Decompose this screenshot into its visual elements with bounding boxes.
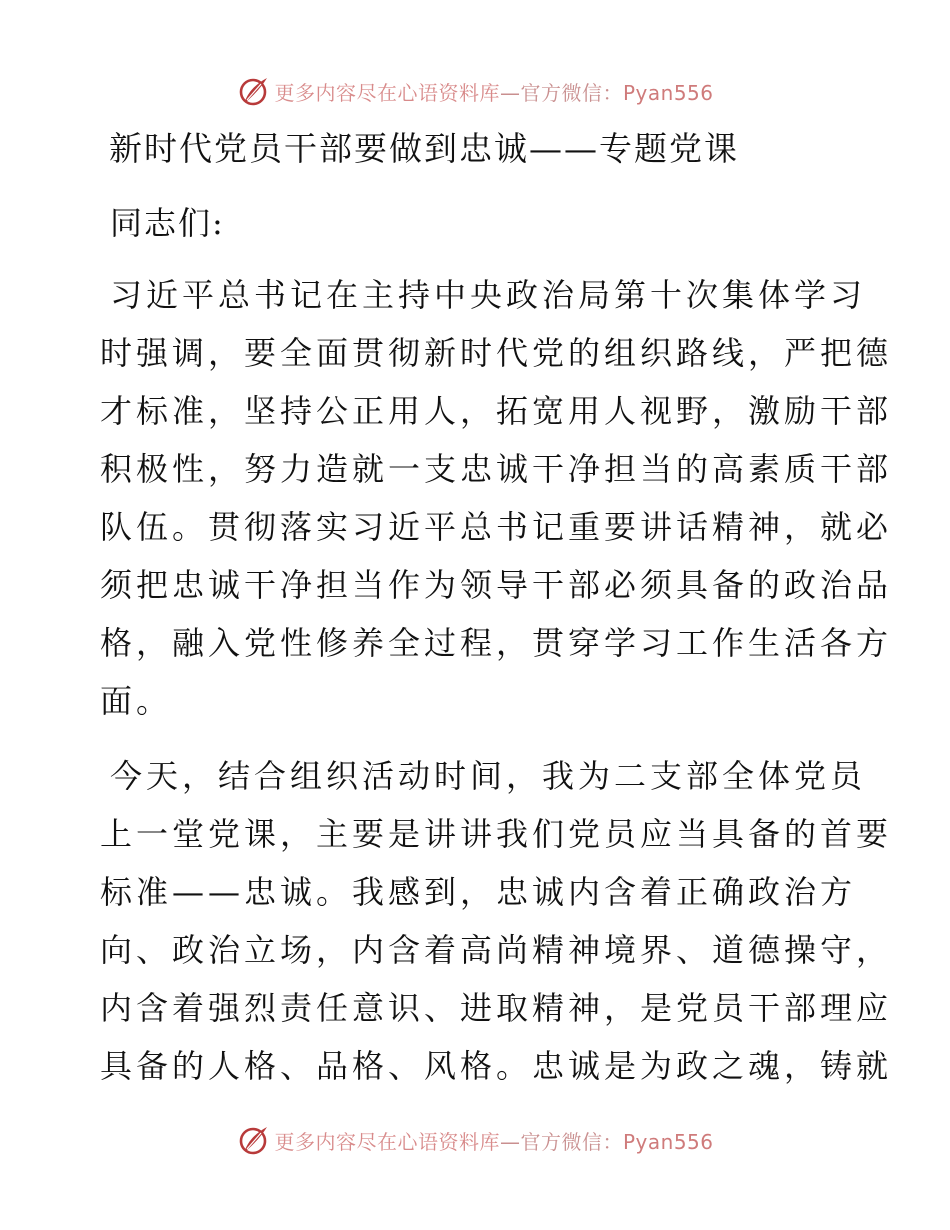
document-greeting: 同志们: [110,204,225,242]
watermark-separator: —官方微信： [499,80,623,105]
footer-watermark [0,1120,950,1160]
body-line: 内含着强烈责任意识、进取精神，是党员干部理应 [100,989,893,1027]
body-line: 面。 [100,682,173,720]
feather-pen-seal-icon [236,1123,270,1157]
watermark-main: 更多内容尽在心语资料库 [274,80,500,105]
body-line: 上一堂党课，主要是讲讲我们党员应当具备的首要 [100,815,893,853]
body-line: 今天，结合组织活动时间，我为二支部全体党员 [110,757,867,795]
feather-pen-seal-icon [236,74,270,108]
body-line: 向、政治立场，内含着高尚精神境界、道德操守， [100,931,893,969]
body-line: 具备的人格、品格、风格。忠诚是为政之魂，铸就 [100,1047,893,1085]
body-line: 标准——忠诚。我感到，忠诚内含着正确政治方 [100,873,857,911]
body-line: 时强调，要全面贯彻新时代党的组织路线，严把德 [100,334,893,372]
body-line: 须把忠诚干净担当作为领导干部必须具备的政治品 [100,566,893,604]
watermark-id: Pyan556 [622,80,714,105]
watermark-text [274,1126,713,1155]
watermark-id: Pyan556 [622,1129,714,1154]
header-watermark [0,71,950,111]
document-title: 新时代党员干部要做到忠诚——专题党课 [109,129,739,168]
body-line: 积极性，努力造就一支忠诚干净担当的高素质干部 [100,450,893,488]
body-line: 习近平总书记在主持中央政治局第十次集体学习 [110,276,867,314]
body-line: 才标准，坚持公正用人，拓宽用人视野，激励干部 [100,392,893,430]
watermark-separator: —官方微信： [499,1129,623,1154]
watermark-text [274,77,713,106]
body-line: 队伍。贯彻落实习近平总书记重要讲话精神，就必 [100,508,893,546]
body-line: 格，融入党性修养全过程，贯穿学习工作生活各方 [100,624,893,662]
watermark-main: 更多内容尽在心语资料库 [274,1129,500,1154]
